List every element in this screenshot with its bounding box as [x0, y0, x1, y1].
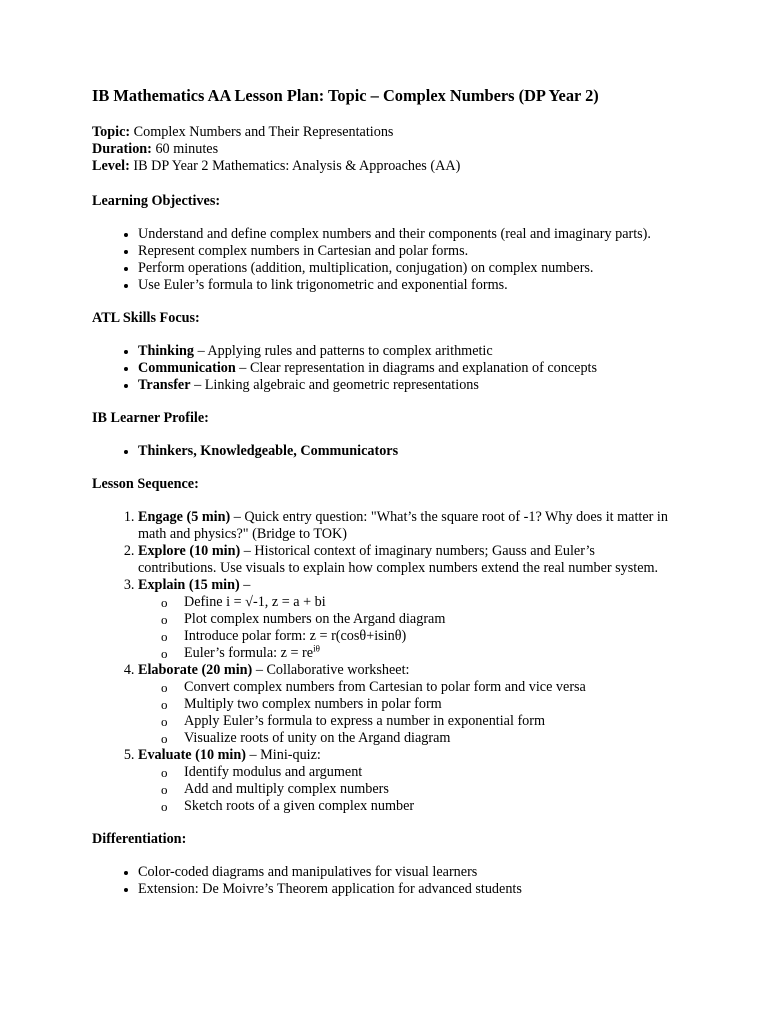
- step-title: Engage (5 min): [138, 509, 231, 525]
- topic-label: Topic:: [92, 124, 131, 140]
- step-title: Elaborate (20 min): [138, 662, 253, 678]
- sequence-step-engage: [138, 509, 672, 543]
- objectives-heading: Learning Objectives:: [92, 193, 221, 209]
- list-item: o Convert complex numbers from Cartesian to polar form and vice versa: [184, 679, 672, 696]
- level-value: IB DP Year 2 Mathematics: Analysis & Approaches (AA): [129, 158, 461, 174]
- duration-line: [92, 141, 672, 158]
- step-desc: –: [239, 577, 251, 593]
- list-item: [138, 443, 672, 460]
- list-item: o Introduce polar form: z = r(cosθ+isinθ): [184, 628, 672, 645]
- page-title: IB Mathematics AA Lesson Plan: Topic – Complex Numbers (DP Year 2): [92, 86, 599, 105]
- atl-skill-desc: – Applying rules and patterns to complex arithmetic: [194, 343, 493, 359]
- list-item: [138, 360, 672, 377]
- step-title: Explore (10 min): [138, 543, 241, 559]
- atl-skill-name: Transfer: [138, 377, 191, 393]
- list-item: o Identify modulus and argument: [184, 764, 672, 781]
- step-title: Explain (15 min): [138, 577, 240, 593]
- learner-profile-traits: Thinkers, Knowledgeable, Communicators: [138, 443, 399, 459]
- list-item: • Represent complex numbers in Cartesian and polar forms.: [138, 243, 672, 260]
- level-label: Level:: [92, 158, 130, 174]
- topic-value: Complex Numbers and Their Representations: [130, 124, 394, 140]
- list-item: • Use Euler’s formula to link trigonometric and exponential forms.: [138, 277, 672, 294]
- sequence-step-explain: [138, 577, 672, 662]
- elaborate-sublist: [138, 679, 672, 747]
- differentiation-heading: Differentiation:: [92, 831, 187, 847]
- list-item: • Perform operations (addition, multiplication, conjugation) on complex numbers.: [138, 260, 672, 277]
- document-page: [92, 86, 672, 914]
- lesson-sequence-heading: Lesson Sequence:: [92, 476, 199, 492]
- level-line: [92, 158, 672, 175]
- list-item: o Apply Euler’s formula to express a number in exponential form: [184, 713, 672, 730]
- atl-skill-name: Communication: [138, 360, 236, 376]
- evaluate-sublist: [138, 764, 672, 815]
- atl-skill-desc: – Linking algebraic and geometric representations: [190, 377, 479, 393]
- topic-line: [92, 124, 672, 141]
- learner-profile-heading: IB Learner Profile:: [92, 410, 209, 426]
- sequence-step-evaluate: [138, 747, 672, 815]
- atl-heading: ATL Skills Focus:: [92, 310, 200, 326]
- list-item: o Sketch roots of a given complex number: [184, 798, 672, 815]
- list-item: [138, 377, 672, 394]
- step-title: Evaluate (10 min): [138, 747, 246, 763]
- duration-value: 60 minutes: [151, 141, 219, 157]
- step-desc: – Collaborative worksheet:: [252, 662, 410, 678]
- list-item: o Multiply two complex numbers in polar form: [184, 696, 672, 713]
- list-item: [184, 645, 672, 662]
- sequence-step-explore: [138, 543, 672, 577]
- lesson-sequence-list: [92, 509, 672, 815]
- atl-skill-desc: – Clear representation in diagrams and explanation of concepts: [235, 360, 598, 376]
- objectives-list: [92, 226, 672, 294]
- euler-exponent: iθ: [313, 643, 320, 654]
- step-desc: – Historical context of imaginary numbers; Gauss and Euler’s contributions. Use visuals to explain how complex numbers extend the real number system.: [138, 543, 659, 576]
- list-item: o Plot complex numbers on the Argand diagram: [184, 611, 672, 628]
- list-item: • Understand and define complex numbers and their components (real and imaginary parts).: [138, 226, 672, 243]
- list-item: • Color-coded diagrams and manipulatives for visual learners: [138, 864, 672, 881]
- list-item: [138, 343, 672, 360]
- lesson-meta: [92, 124, 672, 175]
- list-item: o Add and multiply complex numbers: [184, 781, 672, 798]
- list-item: o Visualize roots of unity on the Argand diagram: [184, 730, 672, 747]
- list-item: o Define i = √-1, z = a + bi: [184, 594, 672, 611]
- explain-sublist: [138, 594, 672, 662]
- list-item: • Extension: De Moivre’s Theorem application for advanced students: [138, 881, 672, 898]
- step-desc: – Mini-quiz:: [245, 747, 321, 763]
- sequence-step-elaborate: [138, 662, 672, 747]
- atl-list: [92, 343, 672, 394]
- differentiation-list: [92, 864, 672, 898]
- step-desc: – Quick entry question: "What’s the square root of -1? Why does it matter in math and physics?" (Bridge to TOK): [138, 509, 668, 542]
- euler-formula-text: Euler’s formula: z = re: [184, 645, 314, 661]
- atl-skill-name: Thinking: [138, 343, 195, 359]
- duration-label: Duration:: [92, 141, 152, 157]
- learner-profile-list: [92, 443, 672, 460]
